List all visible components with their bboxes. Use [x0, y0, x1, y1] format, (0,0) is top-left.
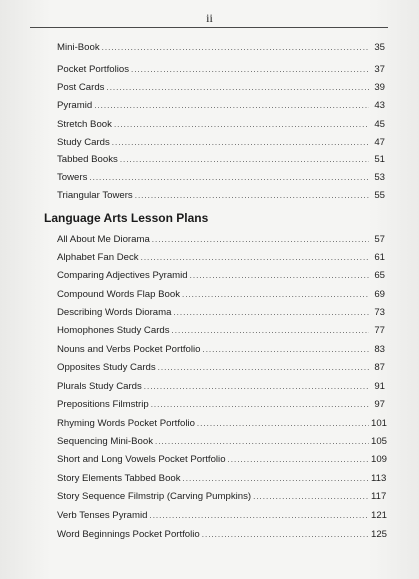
toc-entry[interactable]	[57, 152, 385, 168]
toc-entry-title: Nouns and Verbs Pocket Portfolio	[57, 344, 201, 355]
dot-leader	[141, 250, 369, 266]
dot-leader	[228, 452, 369, 468]
dot-leader	[202, 527, 369, 543]
toc-entry-title: Triangular Towers	[57, 190, 133, 201]
toc-entry[interactable]	[57, 527, 388, 543]
toc-entry-page: 101	[371, 418, 388, 429]
toc-entry-page: 65	[374, 270, 385, 281]
toc-entry[interactable]	[57, 342, 385, 358]
toc-entry-title: Comparing Adjectives Pyramid	[57, 270, 188, 281]
dot-leader	[114, 117, 369, 133]
dot-leader	[173, 305, 369, 321]
dot-leader	[182, 287, 369, 303]
toc-entry[interactable]	[57, 250, 385, 266]
dot-leader	[152, 232, 369, 248]
toc-entry-page: 35	[374, 42, 385, 53]
toc-entry-page: 51	[374, 154, 385, 165]
dot-leader	[158, 360, 369, 376]
dot-leader	[253, 489, 369, 505]
toc-entry[interactable]	[57, 188, 385, 204]
toc-entry[interactable]	[57, 40, 385, 56]
dot-leader	[151, 397, 369, 413]
toc-entry[interactable]	[57, 80, 385, 96]
page-numeral: ii	[206, 11, 213, 25]
toc-entry[interactable]	[57, 471, 385, 487]
toc-entry[interactable]	[57, 379, 385, 395]
dot-leader	[172, 323, 369, 339]
toc-entry-page: 47	[374, 137, 385, 148]
toc-entry-title: Pyramid	[57, 100, 93, 111]
toc-entry[interactable]	[57, 287, 385, 303]
toc-entry-page: 91	[374, 381, 385, 392]
toc-entry-title: Compound Words Flap Book	[57, 289, 181, 300]
toc-entry-title: Short and Long Vowels Pocket Portfolio	[57, 454, 226, 465]
toc-entry-title: Alphabet Fan Deck	[57, 252, 139, 263]
toc-entry-page: 43	[374, 100, 385, 111]
toc-entry-title: Pocket Portfolios	[57, 64, 129, 75]
dot-leader	[190, 268, 369, 284]
toc-entry[interactable]	[57, 323, 385, 339]
dot-leader	[112, 135, 369, 151]
toc-entry[interactable]	[57, 508, 388, 524]
toc-entry-title: Mini-Book	[57, 42, 100, 53]
toc-entry-page: 97	[374, 399, 385, 410]
toc-entry[interactable]	[57, 397, 385, 413]
dot-leader	[102, 40, 369, 56]
toc-entry-page: 117	[371, 491, 387, 502]
toc-entry-page: 121	[371, 510, 388, 521]
dot-leader	[89, 170, 369, 186]
toc-entry-page: 45	[374, 119, 385, 130]
toc-entry-title: Opposites Study Cards	[57, 362, 156, 373]
toc-entry-page: 57	[374, 234, 385, 245]
toc-entry[interactable]	[57, 232, 385, 248]
dot-leader	[144, 379, 369, 395]
toc-entry-page: 61	[374, 252, 385, 263]
toc-entry-title: Post Cards	[57, 82, 105, 93]
toc-entry-title: Stretch Book	[57, 119, 112, 130]
toc-entry[interactable]	[57, 135, 385, 151]
toc-entry-page: 87	[374, 362, 385, 373]
toc-entry[interactable]	[57, 117, 385, 133]
toc-entry-page: 109	[371, 454, 388, 465]
toc-entry-page: 83	[374, 344, 385, 355]
toc-entry[interactable]	[57, 170, 385, 186]
toc-entry-title: Study Cards	[57, 137, 110, 148]
toc-entry-page: 53	[374, 172, 385, 183]
dot-leader	[120, 152, 369, 168]
toc-entry[interactable]	[57, 360, 385, 376]
toc-entry[interactable]	[57, 268, 385, 284]
toc-entry[interactable]	[57, 489, 385, 505]
toc-entry-page: 69	[374, 289, 385, 300]
header-rule	[30, 27, 388, 28]
toc-entry-title: Towers	[57, 172, 88, 183]
toc-entry[interactable]	[57, 452, 388, 468]
toc-entry-page: 73	[374, 307, 385, 318]
toc-entry-title: Rhyming Words Pocket Portfolio	[57, 418, 195, 429]
toc-entry-title: Homophones Study Cards	[57, 325, 170, 336]
dot-leader	[94, 98, 369, 114]
toc-entry-page: 105	[371, 436, 388, 447]
dot-leader	[202, 342, 369, 358]
toc-entry-page: 55	[374, 190, 385, 201]
toc-entry[interactable]	[57, 416, 388, 432]
toc-entry-title: All About Me Diorama	[57, 234, 150, 245]
toc-entry-page: 37	[374, 64, 385, 75]
toc-entry-title: Tabbed Books	[57, 154, 118, 165]
toc-entry-title: Word Beginnings Pocket Portfolio	[57, 529, 200, 540]
toc-entry-title: Story Sequence Filmstrip (Carving Pumpkins)	[57, 491, 252, 502]
toc-entry-title: Story Elements Tabbed Book	[57, 473, 181, 484]
toc-entry-page: 77	[374, 325, 385, 336]
dot-leader	[155, 434, 369, 450]
section-heading: Language Arts Lesson Plans	[44, 211, 209, 225]
toc-entry-title: Sequencing Mini-Book	[57, 436, 153, 447]
toc-entry-page: 39	[374, 82, 385, 93]
toc-entry[interactable]	[57, 305, 385, 321]
toc-entry-title: Describing Words Diorama	[57, 307, 172, 318]
dot-leader	[135, 188, 369, 204]
toc-entry-title: Prepositions Filmstrip	[57, 399, 149, 410]
toc-entry[interactable]	[57, 98, 385, 114]
toc-entry[interactable]	[57, 62, 385, 78]
dot-leader	[197, 416, 369, 432]
toc-entry-page: 125	[371, 529, 388, 540]
dot-leader	[131, 62, 369, 78]
dot-leader	[106, 80, 369, 96]
dot-leader	[183, 471, 369, 487]
toc-entry-page: 113	[371, 473, 387, 484]
toc-entry-title: Verb Tenses Pyramid	[57, 510, 148, 521]
toc-entry-title: Plurals Study Cards	[57, 381, 142, 392]
toc-entry[interactable]	[57, 434, 388, 450]
dot-leader	[149, 508, 369, 524]
